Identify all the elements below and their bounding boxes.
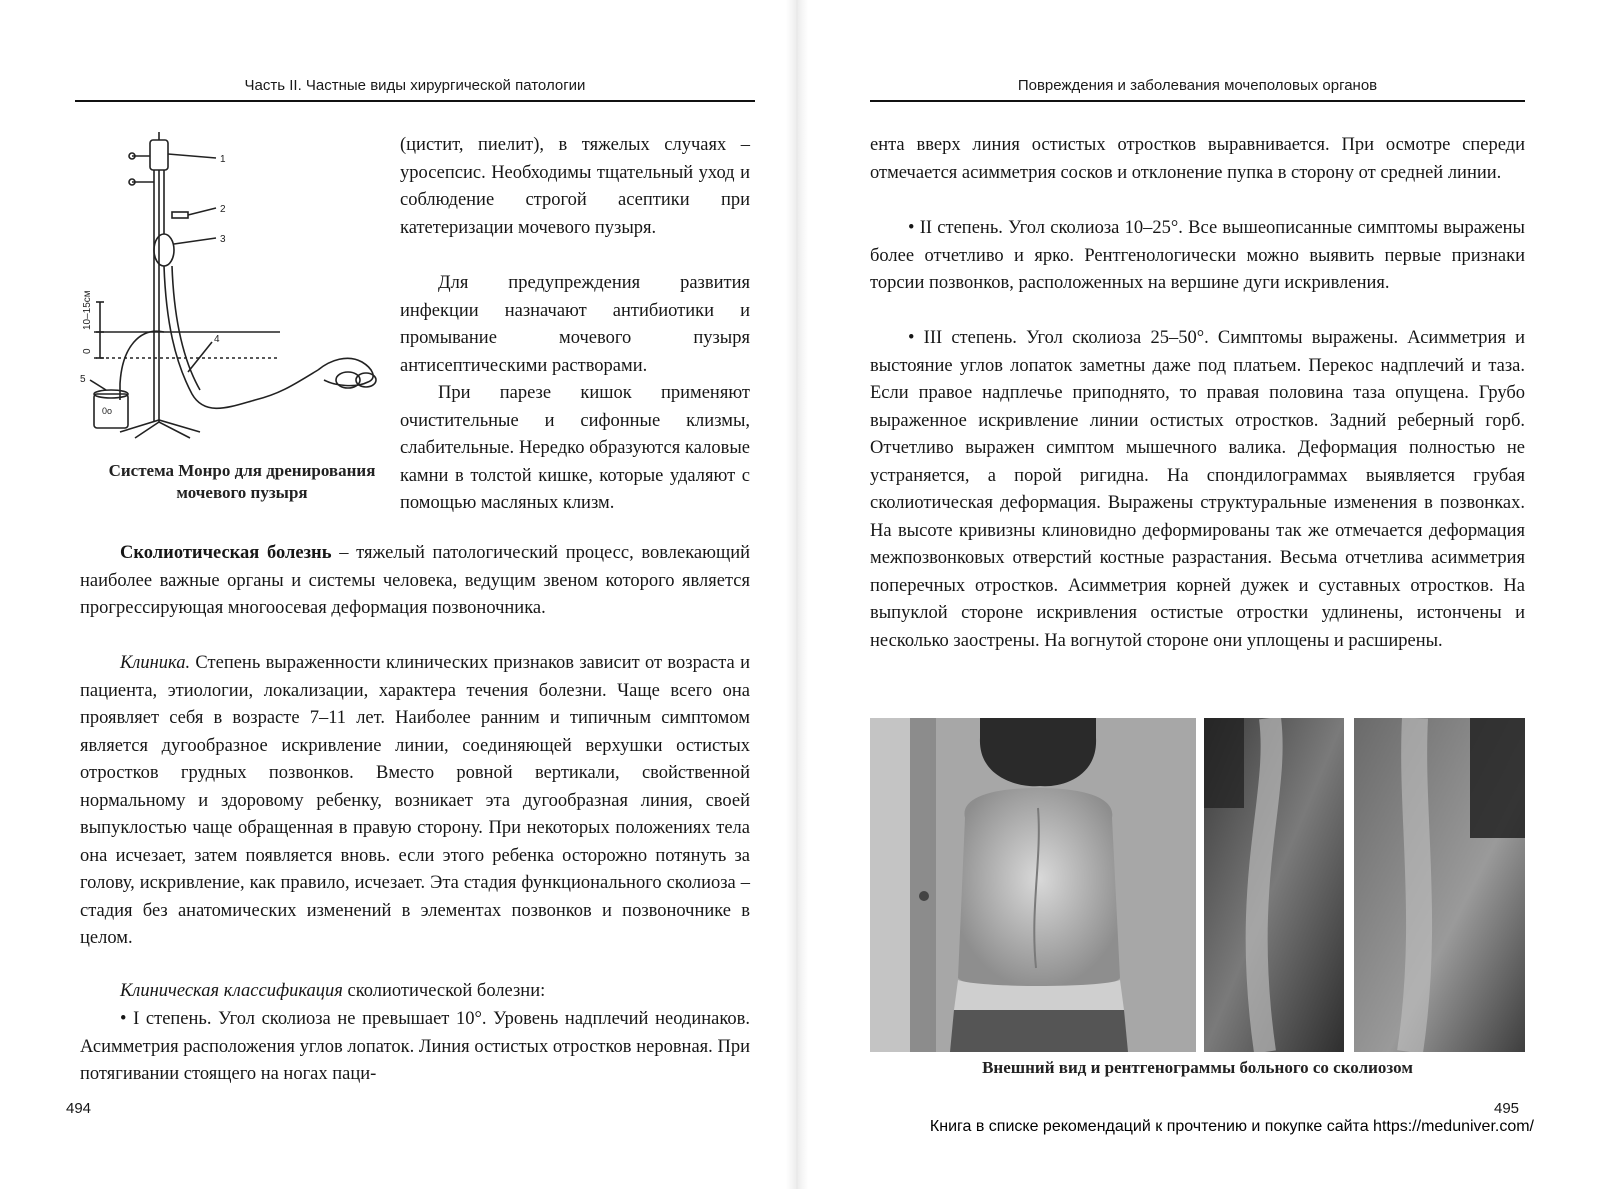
footer-recommendation-note: Книга в списке рекомендаций к прочтению и покупке сайта https://meduniver.com/ bbox=[929, 1118, 1534, 1135]
paragraph-antibiotics: Для предупреждения развития инфекции назначают антибиотики и промывание мочевого пузыря антисептическими растворами. bbox=[400, 273, 750, 376]
figure-label-5: 5 bbox=[80, 374, 86, 385]
book-gutter bbox=[786, 0, 808, 1189]
right-running-head: Повреждения и заболевания мочеполовых органов bbox=[870, 72, 1525, 102]
clinic-text: Степень выраженности клинических признаков зависит от возраста и пациента, этиологии, локализации, характера течения болезни. Чаще всего она проявляет себя в возрасте 7–11 лет. Наиболее ранним и типичным симптомом является дугообразное искривление линии, соединяющей верхушки остистых отростков грудных позвонков. Вместо ровной вертикали, свойственной нормальному и здоровому ребенку, возникает эта дугообразная линия, своей выпуклостью чаще обращенная в правую сторону. При некоторых положениях тела она исчезает, затем появляется вновь. если этого ребенка осторожно потянуть за голову, искривление, как правило, исчезает. Эта стадия функционального сколиоза – стадия без анатомических изменений в элементах позвонков и позвоночнике в целом. bbox=[80, 653, 750, 948]
scoliosis-definition-text: – тяжелый патологический процесс, вовлекающий наиболее важные органы и системы человека, ведущим звеном которого является прогрессирующая многоосевая деформация позвоночника. bbox=[80, 543, 751, 618]
xray-image-2 bbox=[1354, 718, 1525, 1052]
paragraph-degree-3: • III степень. Угол сколиоза 25–50°. Симптомы выражены. Асимметрия и выстояние углов лопаток заметны даже под платьем. Перекос надплечий и таза. Если правое надплечье приподнято, то правая половина таза опущена. Грубо выраженное искривление линии остистых отростков. Задний реберный горб. Отчетливо выражен симптом мышечного валика. Деформация полностью не устраняется, а порой ригидна. На спондилограммах выявляется грубая сколиотическая деформация. Выражены структуральные изменения в позвонках. На высоте кривизны клиновидно деформированы так же отмечается деформация межпозвонковых отверстий костные разрастания. Весьма отчетлива асимметрия поперечных отростков. Асимметрия корней дужек и суставных отростков. На выпуклой стороне искривления остистые отростки удлинены, истончены и несколько заострены. На вогнутой стороне они уплощены и расширены. bbox=[870, 328, 1525, 651]
paragraph-clinic bbox=[80, 650, 750, 953]
page-number-left: 494 bbox=[66, 1100, 92, 1117]
paragraph-cystitis: (цистит, пиелит), в тяжелых случаях – уросепсис. Необходимы тщательный уход и соблюдение строгой асептики при катетеризации мочевого пузыря. bbox=[400, 135, 750, 238]
term-clinic: Клиника. bbox=[120, 653, 191, 673]
monro-figure-caption: Система Монро для дренирования мочевого пузыря bbox=[108, 461, 376, 502]
figure-jar-label: 0о bbox=[102, 406, 113, 416]
term-classification: Клиническая классификация bbox=[120, 981, 343, 1001]
paragraph-classification bbox=[80, 978, 750, 1006]
paragraph-degree-2: • II степень. Угол сколиоза 10–25°. Все вышеописанные симптомы выражены более отчетливо и ярко. Рентгенологически можно выявить первые признаки торсии позвонков, расположенных на вершине дуги искривления. bbox=[870, 218, 1525, 293]
monro-system-illustration bbox=[80, 132, 400, 464]
term-scoliosis: Сколиотическая болезнь bbox=[120, 543, 332, 563]
paragraph-scoliosis-definition bbox=[80, 540, 750, 623]
left-running-head: Часть II. Частные виды хирургической патологии bbox=[75, 72, 755, 102]
paragraph-continuation: ента вверх линия остистых отростков выравнивается. При осмотре спереди отмечается асимметрия сосков и отклонение пупка в сторону от средней линии. bbox=[870, 135, 1525, 183]
figure-label-1: 1 bbox=[220, 154, 226, 165]
photos-caption: Внешний вид и рентгенограммы больного со сколиозом bbox=[982, 1058, 1413, 1077]
figure-label-4: 4 bbox=[214, 334, 220, 345]
figure-label-3: 3 bbox=[220, 234, 226, 245]
figure-label-2: 2 bbox=[220, 204, 226, 215]
page-number-right: 495 bbox=[1494, 1100, 1520, 1117]
paragraph-degree-1: • I степень. Угол сколиоза не превышает 10°. Уровень надплечий неодинаков. Асимметрия расположения углов лопаток. Линия остистых отростков неровная. При потягивании стоящего на ногах паци- bbox=[80, 1009, 750, 1084]
classification-text: сколиотической болезни: bbox=[342, 981, 546, 1001]
figure-label-zero: 0 bbox=[82, 348, 93, 354]
paragraph-paresis: При парезе кишок применяют очистительные и сифонные клизмы, слабительные. Нередко образуются каловые камни в толстой кишке, которые удаляют с помощью масляных клизм. bbox=[400, 383, 750, 513]
figure-label-scale: 10–15см bbox=[82, 290, 93, 330]
scoliosis-photos bbox=[870, 718, 1525, 1052]
xray-image-1 bbox=[1204, 718, 1344, 1052]
back-view-photo bbox=[870, 718, 1196, 1052]
